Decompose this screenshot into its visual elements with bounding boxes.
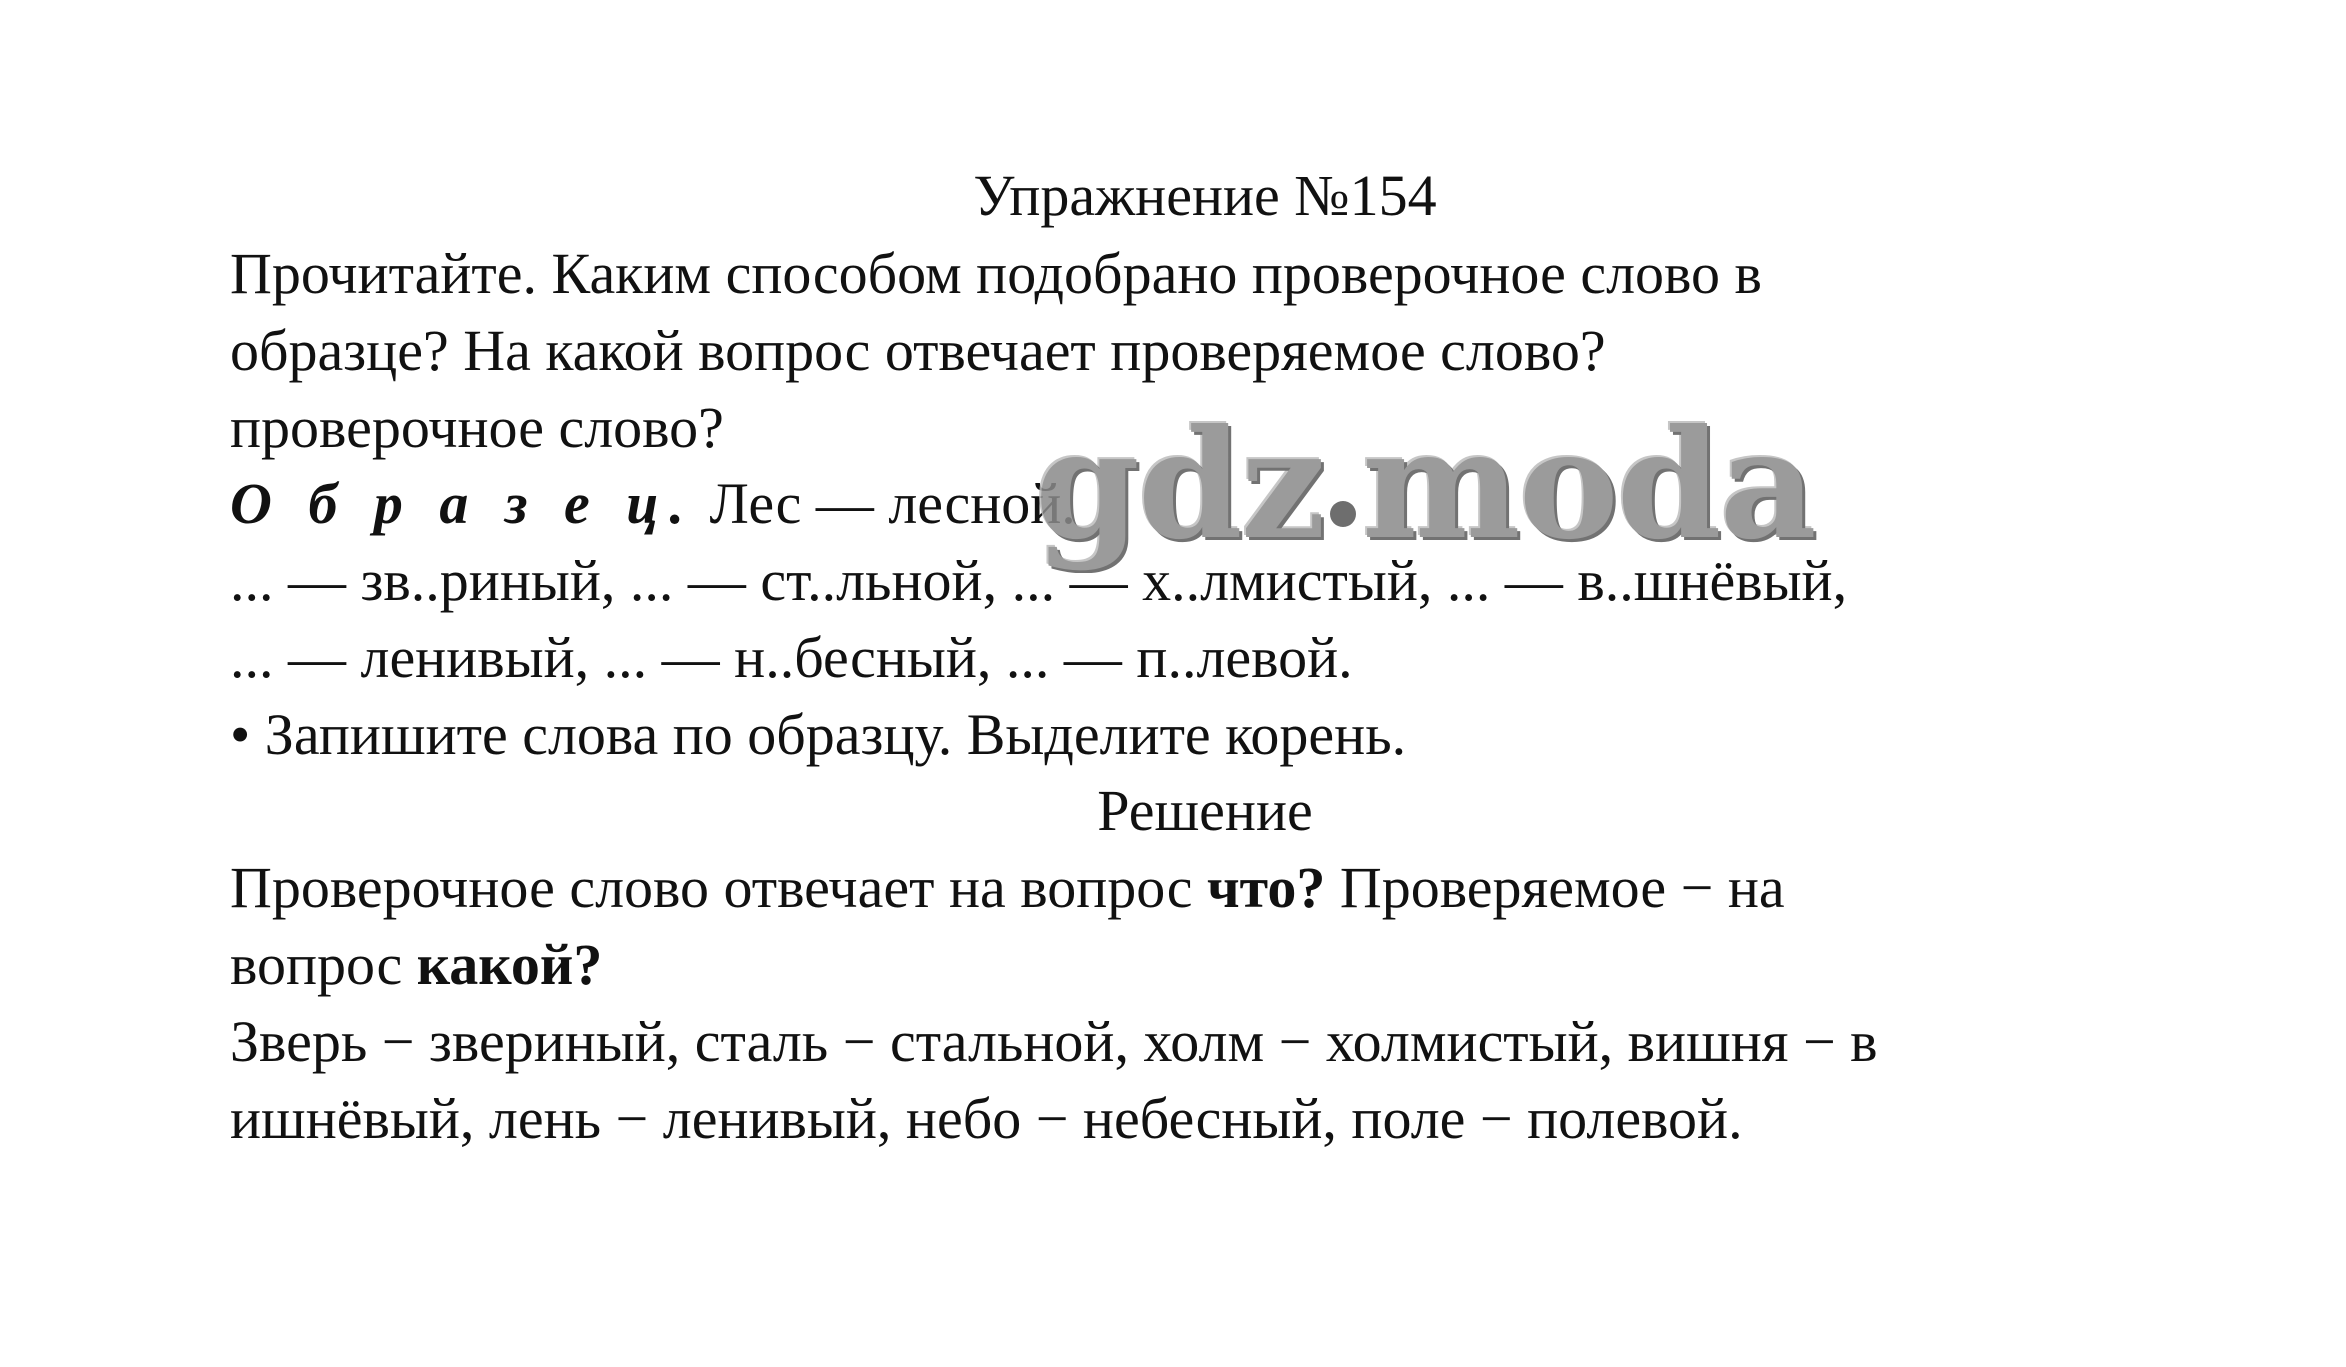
task-text-line-3: проверочное слово?: [230, 395, 724, 460]
solution-line-2-start: вопрос: [230, 932, 417, 997]
answer-line-1: Зверь − звериный, сталь − стальной, холм − холмистый, вишня − в: [230, 1009, 1878, 1074]
solution-line-2: [230, 927, 602, 1003]
solution-title: Решение: [1097, 778, 1313, 843]
watermark-logo: [1035, 397, 1815, 573]
words-line-1: ... — зв..риный, ... — ст..льной, ... — х..лмистый, ... — в..шнёвый,: [230, 548, 1848, 613]
question-what: что?: [1206, 855, 1326, 920]
solution-line-1: [230, 850, 1785, 926]
sample-label: О б р а з е ц.: [230, 471, 695, 536]
words-line-2: ... — ленивый, ... — н..бесный, ... — п..левой.: [230, 625, 1353, 690]
sample-text: Лес — лесной.: [694, 471, 1076, 536]
exercise-title: Упражнение №154: [973, 163, 1437, 228]
question-which: какой?: [416, 932, 603, 997]
watermark-part-2: moda: [1361, 397, 1815, 573]
task-text-line-1: Прочитайте. Каким способом подобрано проверочное слово в: [230, 241, 1762, 306]
solution-line-1-start: Проверочное слово отвечает на вопрос: [230, 855, 1207, 920]
watermark-dot-icon: [1330, 501, 1356, 527]
solution-line-1-end: Проверяемое − на: [1325, 855, 1785, 920]
instruction-line: • Запишите слова по образцу. Выделите корень.: [230, 702, 1407, 767]
sample-line: [230, 466, 1076, 542]
answer-line-2: ишнёвый, лень − ленивый, небо − небесный, поле − полевой.: [230, 1086, 1743, 1151]
task-text-line-2: образце? На какой вопрос отвечает проверяемое слово?: [230, 318, 1606, 383]
watermark-part-1: gdz: [1035, 397, 1324, 573]
